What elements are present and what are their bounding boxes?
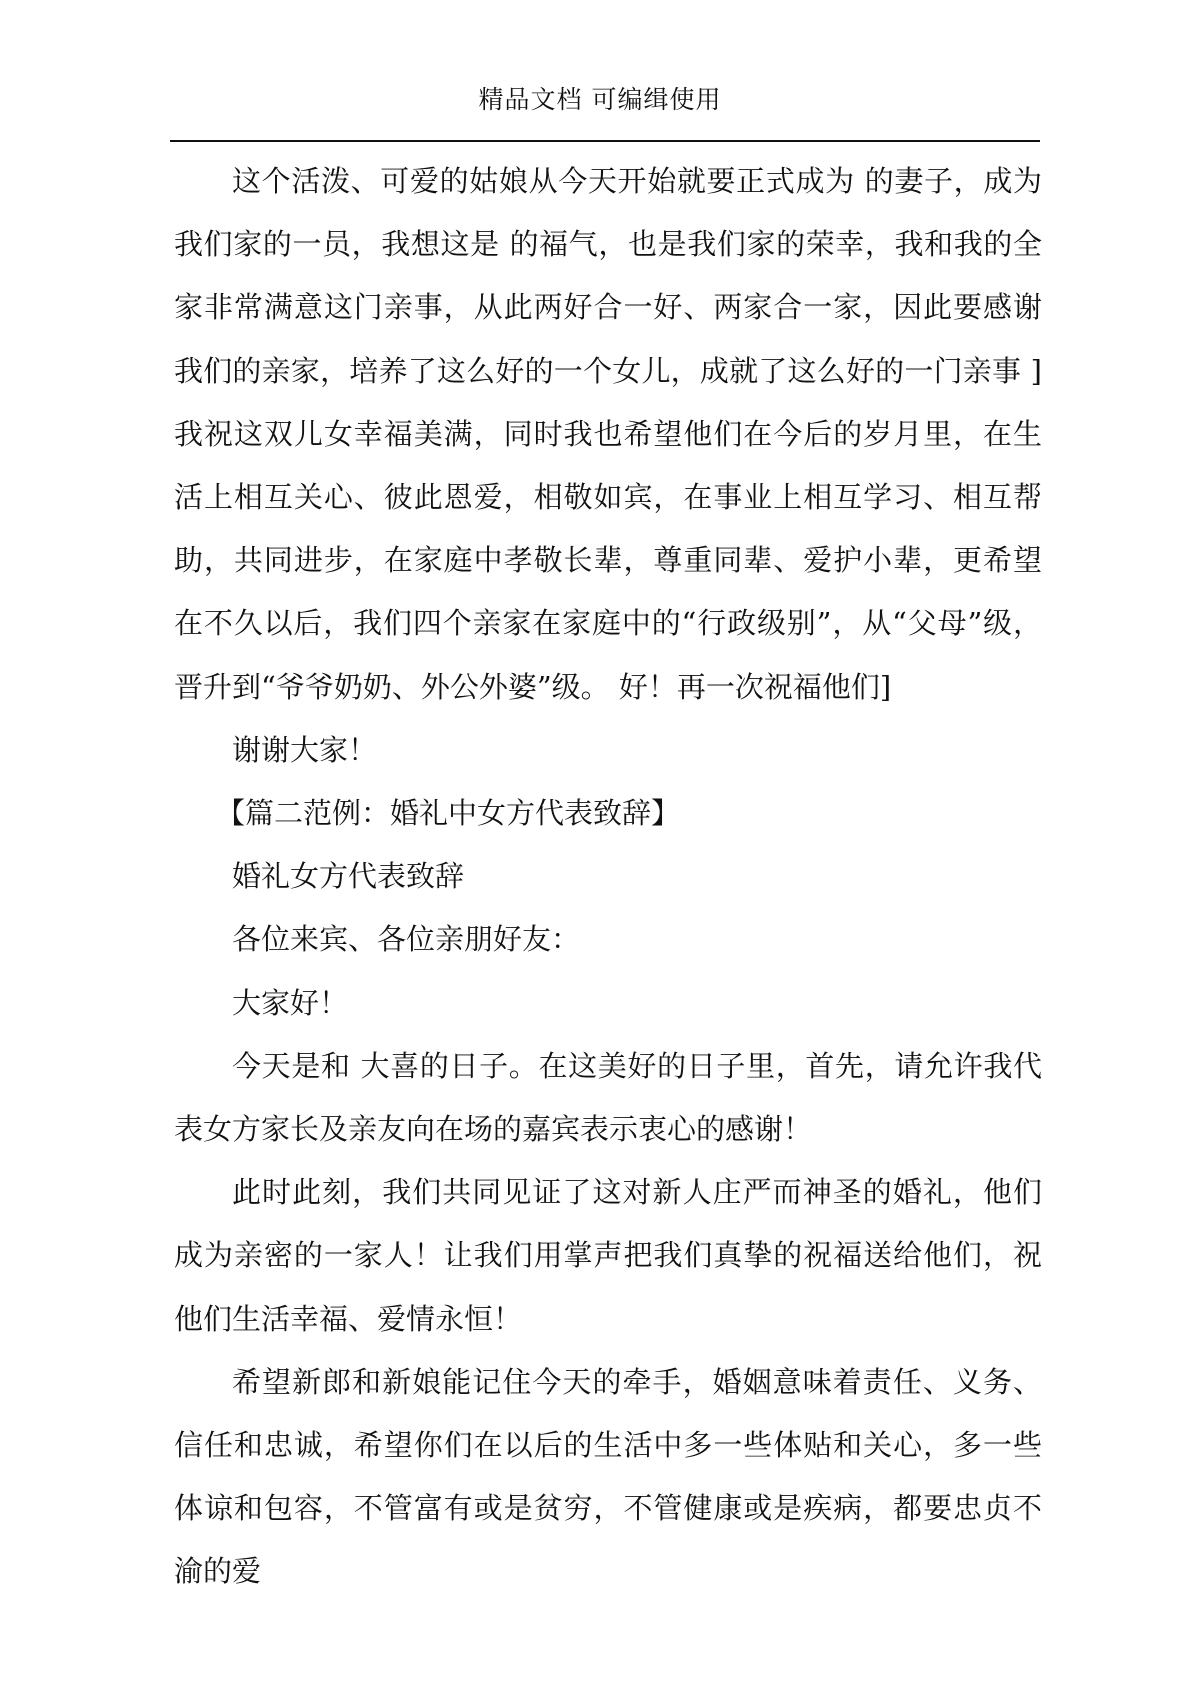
paragraph-greeting: 大家好！ <box>232 985 349 1020</box>
paragraph-witness: 此时此刻，我们共同见证了这对新人庄严而神圣的婚礼，他们成为亲密的一家人！让我们用掌声把我们真挚的祝福送给他们，祝他们生活幸福、爱情永恒！ <box>174 1175 1042 1336</box>
page-header: 精品文档 可编缉使用 <box>478 85 722 114</box>
document-body <box>174 150 1042 1604</box>
paragraph-hope: 希望新郎和新娘能记住今天的牵手，婚姻意味着责任、义务、信任和忠诚，希望你们在以后的生活中多一些体贴和关心，多一些体谅和包容，不管富有或是贫穷，不管健康或是疾病，都要忠贞不渝的爱 <box>174 1364 1042 1589</box>
paragraph-salutation: 各位来宾、各位亲朋好友： <box>232 922 581 957</box>
paragraph-blessing: 这个活泼、可爱的姑娘从今天开始就要正式成为 的妻子，成为我们家的一员，我想这是 的福气，也是我们家的荣幸，我和我的全家非常满意这门亲事，从此两好合一好、两家合一家，因此要感谢我们的亲家，培养了这么好的一个女儿，成就了这么好的一门亲事 ] 我祝这双儿女幸福美满，同时我也希望他们在今后的岁月里，在生活上相互关心、彼此恩爱，相敬如宾，在事业上相互学习、相互帮助，共同进步，在家庭中孝敬长辈，尊重同辈、爱护小辈，更希望在不久以后，我们四个亲家在家庭中的“行政级别”，从“父母”级，晋升到“爷爷奶奶、外公外婆”级。 好！再一次祝福他们] <box>174 164 1042 704</box>
speech-title: 婚礼女方代表致辞 <box>232 859 465 894</box>
section-heading: 【篇二范例：婚礼中女方代表致辞】 <box>216 796 681 831</box>
paragraph-thanks: 谢谢大家！ <box>232 732 378 767</box>
header-divider <box>170 140 1040 142</box>
paragraph-opening: 今天是和 大喜的日子。在这美好的日子里，首先，请允许我代表女方家长及亲友向在场的嘉宾表示衷心的感谢！ <box>174 1048 1042 1147</box>
